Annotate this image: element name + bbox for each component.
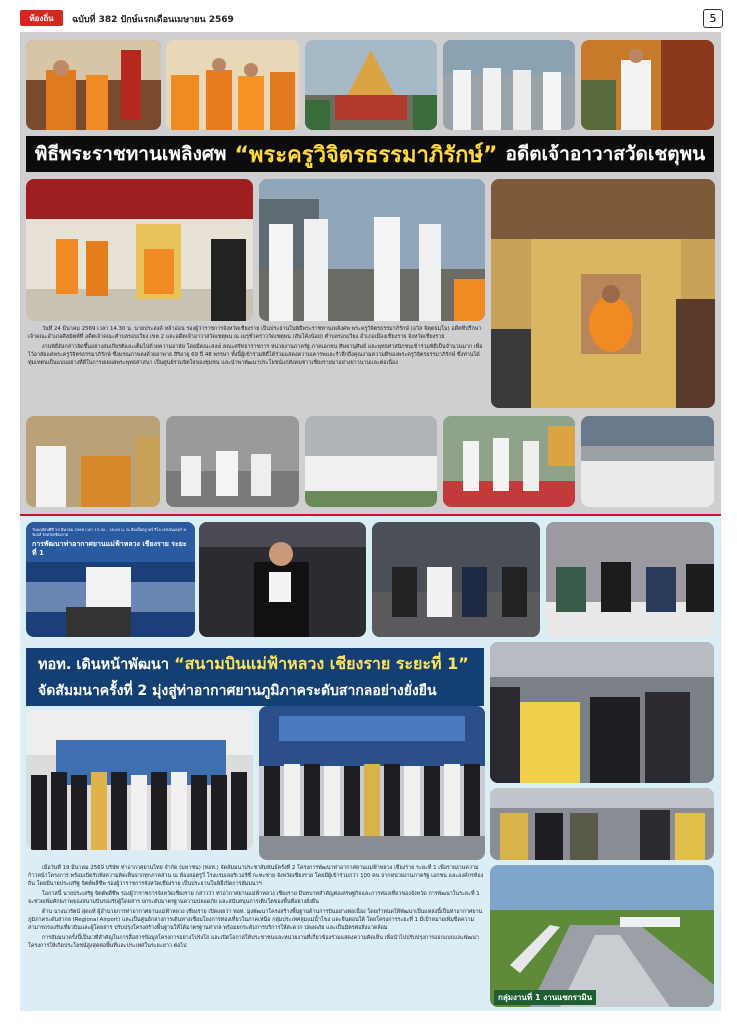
photo-officials-walking xyxy=(443,40,575,130)
photo-group-2 xyxy=(259,706,485,860)
photo-speaker-banner xyxy=(26,522,195,637)
photo-audience-2 xyxy=(305,416,437,507)
story2-headline-quote: “สนามบินแม่ฟ้าหลวง เชียงราย ระยะที่ 1” xyxy=(174,654,469,673)
banner-date: วันพฤหัสบดีที่ 19 มีนาคม 2569 เวลา 13.00 - 16.00 น. ณ ห้องล็อตรูวอร์ รีโอ เรสเซนเดอร์ ฟรัมปส์ จังหวัดเชียงราย xyxy=(32,527,186,537)
story1-headline-prefix: พิธีพระราชทานเพลิงศพ xyxy=(34,143,227,165)
story2-para-3: ด้าน นางนวรัตน์ สุดแท้ ผู้อำนวยการท่าอากาศยานแม่ฟ้าหลวง เชียงราย เปิดเผยว่า ทอท. มุ่งพัฒนาโครงสร้างพื้นฐานด้านการบินอย่างต่อเนื่อง โดยกำหนดให้พัฒนาเป็นแหล่งนี้เป็นท่าอากาศยานภูมิภาคระดับสากล (Regional Airport) และเป็นศูนย์กลางการเดินทางเชื่อมโยงการท่องเที่ยวในภาคเหนือ กลุ่มประเทศลุ่มแม่น้ำโขง และจีนตอนใต้ โดยโครงการระยะที่ 1 มีเป้าหมายเพิ่มขีดความสามารถรองรับเที่ยวบินและผู้โดยสาร ปรับปรุงโครงสร้างพื้นฐานให้ได้มาตรฐานสากล พร้อมยกระดับการบริการให้สะดวก ปลอดภัย และเป็นมิตรต่อสิ่งแวดล้อม xyxy=(28,909,483,931)
photo-offering-1 xyxy=(26,416,160,507)
story2-para-4: การสัมมนาครั้งนี้เป็นเวทีสำคัญในการสื่อสารข้อมูลโครงการอย่างโปร่งใส และเปิดโอกาสให้ประชาชนและหน่วยงานที่เกี่ยวข้องร่วมแสดงความคิดเห็น เพื่อนำไปปรับปรุงการออกแบบและพัฒนาโครงการให้เกิดประโยชน์สูงสุดต่อพื้นที่และประเทศในระยะยาว ต่อไป xyxy=(28,935,479,949)
photo-seminar-audience-1 xyxy=(490,642,714,783)
photo-audience-row xyxy=(546,522,714,637)
photo-seminar-audience-2 xyxy=(490,788,714,860)
story2-headline xyxy=(26,648,484,706)
photo-funeral-pyre xyxy=(305,40,437,130)
story1-headline-suffix: อดีตเจ้าอาวาสวัดเชตุพน xyxy=(505,143,706,165)
story1-headline-quote: “พระครูวิจิตรธรรมาภิรักษ์” xyxy=(234,142,498,168)
photo-portrait-shrine xyxy=(491,179,715,408)
issue-line: ฉบับที่ 382 ปักษ์แรกเดือนเมษายน 2569 xyxy=(72,15,234,25)
masthead-logo-text: ท้องถิ่น xyxy=(29,13,54,23)
render-caption: กลุ่มงานที่ 1 งานแซกรามิน xyxy=(494,990,596,1005)
story2-para-1: เมื่อวันที่ 19 มีนาคม 2569 บริษัท ท่าอากาศยานไทย จำกัด (มหาชน) (ทอท.) จัดสัมมนาประชาสัมพันธ์ครั้งที่ 2 โครงการพัฒนาท่าอากาศยานแม่ฟ้าหลวง เชียงราย ระยะที่ 1 เพื่อรายงานความก้าวหน้าโครงการ พร้อมเปิดรับฟังความคิดเห็นจากทุกภาคส่วน ณ ห้องลอตรูวี่ โรงแรมเลอริเวอร์ซี่ กะทะชาย จังหวัดเชียงราย โดยมีผู้เข้าร่วมกว่า 100 คน จากหน่วยงานภาครัฐ เอกชน และองค์กรท้องถิ่น โดยมีนายประเสริฐ จิตต์พลีชีพ รองผู้ว่าราชการจังหวัดเชียงราย เป็นประธานในพิธีเปิดการสัมมนาฯ xyxy=(28,865,484,887)
photo-monks-seated xyxy=(26,179,253,321)
masthead-logo xyxy=(20,10,63,26)
photo-audience-3 xyxy=(581,416,714,507)
page-number-value: 5 xyxy=(709,12,717,25)
photo-audience-1 xyxy=(166,416,299,507)
photo-official-lighting xyxy=(581,40,714,130)
story1-body xyxy=(28,325,486,413)
story1-para-2: งานพิธีดังกล่าวจัดขึ้นอย่างสมเกียรติและเต็มไปด้วยความอาลัย โดยมีคณะสงฆ์ คณะศรัทธาราชการ หน่วยงานภาครัฐ ภาคเอกชน ศิษยานุศิษย์ และพุทธศาสนิกชนเข้าร่วมพิธีเป็นจำนวนมาก เพื่อไว้อาลัยแด่พระครูวิจิตรธรรมาภิรักษ์ ซึ่งมรณภาพลงด้วยอาพาธ สิริอายุ 69 ปี 48 พรรษา ทั้งนี้ผู้เข้าร่วมพิธีได้ร่วมแสดงความเคารพและรำลึกถึงคุณงามความดีของพระครูวิจิตรธรรมาภิรักษ์ ซึ่งท่านได้ทุ่มเทตนเป็นแบบอย่างที่ดีในการเผยแผ่พระพุทธศาสนา เป็นศูนย์รวมจิตใจของชุมชน และนำพาพัฒนาประโยชน์แก่สังคมชาวเชียงรายมาอย่างยาวนานและต่อเนื่อง xyxy=(28,344,483,366)
story2-para-2: โอกาสนี้ นายประเสริฐ จิตต์พลีชีพ รองผู้ว่าราชการจังหวัดเชียงราย กล่าวว่า ท่าอากาศยานแม่ฟ้าหลวง เชียงราย มีบทบาทสำคัญต่อเศรษฐกิจและการท่องเที่ยวของจังหวัด การพัฒนาในระยะที่ 1 จะช่วยเพิ่มศักยภาพของสนามบินรองรับผู้โดยสาร ยกระดับมาตรฐานความปลอดภัย และสนับสนุนการเติบโตของพื้นที่อย่างยั่งยืน xyxy=(28,891,480,905)
photo-group-1 xyxy=(26,710,253,850)
photo-speaker-podium xyxy=(199,522,366,637)
story2-body xyxy=(28,864,486,1009)
photo-procession-2 xyxy=(443,416,575,507)
story2-headline-line1 xyxy=(38,652,469,677)
story1-headline xyxy=(26,136,714,172)
banner-title: การพัฒนาท่าอากาศยานแม่ฟ้าหลวง เชียงราย ระยะที่ 1 xyxy=(32,540,187,557)
photo-vip-seats xyxy=(372,522,540,637)
story2-headline-org: ทอท. เดินหน้าพัฒนา xyxy=(38,657,169,673)
page-number xyxy=(703,9,723,28)
story2-headline-line2: จัดสัมมนาครั้งที่ 2 มุ่งสู่ท่าอากาศยานภูมิภาคระดับสากลอย่างยั่งยืน xyxy=(38,683,437,699)
photo-procession xyxy=(259,179,485,321)
photo-monks-ceremony-2 xyxy=(166,40,299,130)
story1-para-1: วันที่ 24 มีนาคม 2569 เวลา 14.30 น. นายประสงค์ หล้าอ่อน รองผู้ว่าราชการจังหวัดเชียงราย เป็นประธานในพิธีพระราชทานเพลิงศพ พระครูวิจิตรธรรมาภิรักษ์ (อวิล จิตฺตธมฺโม) อดีตที่ปรึกษาเจ้าคณะอำเภอศิลมิตต์ที่ อดีตเจ้าคณะตำบลรอบเวียง เขต 2 และอดีตเจ้าอาวาสวัดเชตุพน ณ เมรุชั่วคราววัดเชตุพน (สันโค้งน้อย) ตำบลรอบเวียง อำเภอเมืองเชียงราย จังหวัดเชียงราย xyxy=(28,326,482,340)
photo-monks-ceremony-1 xyxy=(26,40,161,130)
photo-airport-render xyxy=(490,865,714,1007)
